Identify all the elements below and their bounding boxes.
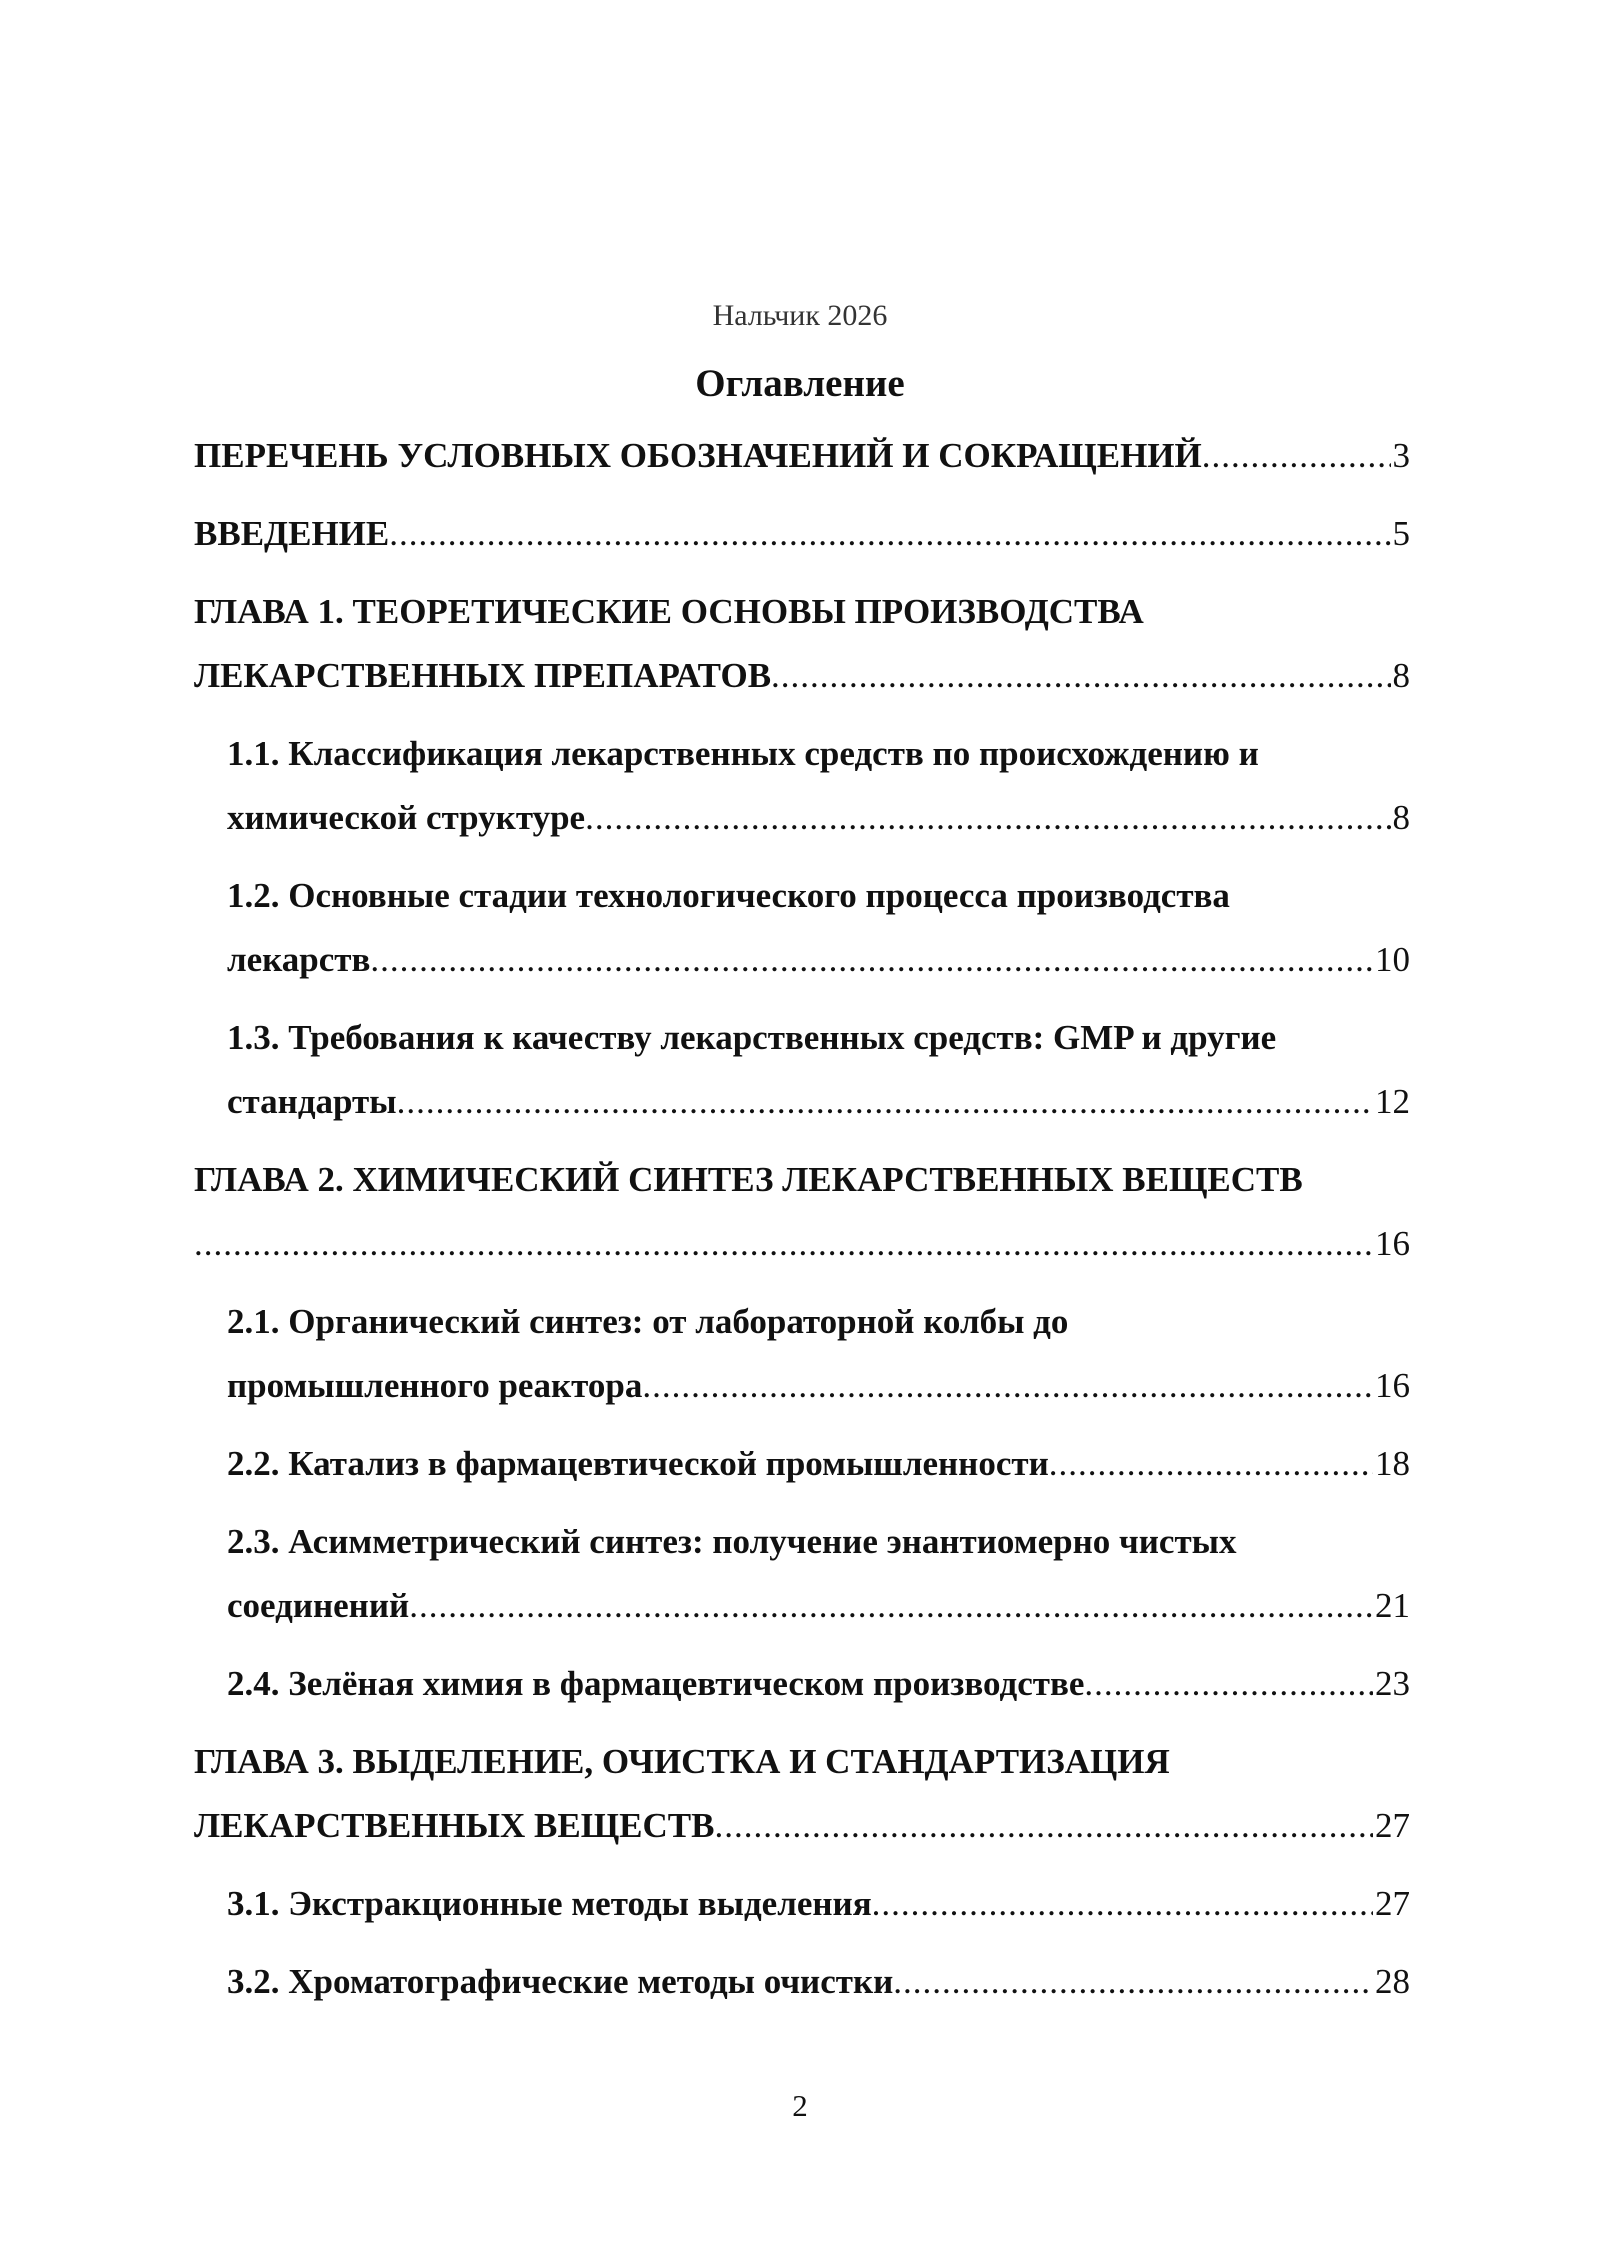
dot-leader [642,1354,1373,1418]
toc-entry-text: 2.4. Зелёная химия в фармацевтическом производстве [227,1664,1085,1703]
toc-entry[interactable] [194,722,1410,850]
page-number: 2 [792,2088,808,2123]
dot-leader [714,1794,1373,1858]
toc-entry[interactable] [194,1510,1410,1638]
toc-page-number: 18 [1375,1444,1410,1483]
toc-entry[interactable] [194,1652,1410,1716]
dot-leader [893,1950,1373,2014]
toc-page-number: 8 [1392,656,1410,695]
toc-page-number: 8 [1392,798,1410,837]
toc-entry-text: ЛЕКАРСТВЕННЫХ ВЕЩЕСТВ [194,1806,715,1845]
toc-entry-line [194,1148,1410,1212]
dot-leader [1202,424,1391,488]
toc-entry-line [194,644,1410,708]
dot-leader [771,644,1390,708]
toc-entry-text: 1.3. Требования к качеству лекарственных средств: GMP и другие [227,1018,1277,1057]
toc-entry-line [227,786,1410,850]
toc-entry-text: 1.2. Основные стадии технологического процесса производства [227,876,1230,915]
city-year: Нальчик 2026 [712,299,888,332]
toc-page-number: 27 [1375,1806,1410,1845]
dot-leader [389,502,1390,566]
toc-entry-line [227,1006,1410,1070]
toc-page-number: 21 [1375,1586,1410,1625]
dot-leader [194,1212,1373,1276]
toc-entry-line [227,1872,1410,1936]
toc-entry-text: соединений [227,1586,410,1625]
toc-entry-line [227,1574,1410,1638]
toc-entry-text: ЛЕКАРСТВЕННЫХ ПРЕПАРАТОВ [194,656,772,695]
toc-entry-text: промышленного реактора [227,1366,643,1405]
toc-entry[interactable] [194,502,1410,566]
toc-entry[interactable] [194,580,1410,708]
toc-entry-line [194,1794,1410,1858]
toc-entry-text: 1.1. Классификация лекарственных средств по происхождению и [227,734,1259,773]
toc-entry-line [194,424,1410,488]
toc-page-number: 16 [1375,1224,1410,1263]
toc-entry-line [227,1652,1410,1716]
toc-entry-line [227,1510,1410,1574]
toc-entry-text: ПЕРЕЧЕНЬ УСЛОВНЫХ ОБОЗНАЧЕНИЙ И СОКРАЩЕНИЙ [194,436,1202,475]
toc-entry-text: лекарств [227,940,371,979]
toc-page-number: 23 [1375,1664,1410,1703]
toc-entry-line [227,1950,1410,2014]
toc-entry-line [227,722,1410,786]
toc-entry-line [227,1290,1410,1354]
toc-title: Оглавление [695,362,905,405]
dot-leader [585,786,1390,850]
toc-entry[interactable] [194,1872,1410,1936]
table-of-contents [194,424,1410,2028]
toc-entry-text: ГЛАВА 1. ТЕОРЕТИЧЕСКИЕ ОСНОВЫ ПРОИЗВОДСТВА [194,592,1144,631]
toc-page-number: 28 [1375,1962,1410,2001]
dot-leader [409,1574,1373,1638]
dot-leader [397,1070,1373,1134]
toc-entry-text: 2.3. Асимметрический синтез: получение энантиомерно чистых [227,1522,1237,1561]
toc-entry-text: ГЛАВА 2. ХИМИЧЕСКИЙ СИНТЕЗ ЛЕКАРСТВЕННЫХ ВЕЩЕСТВ [194,1160,1303,1199]
toc-entry[interactable] [194,1432,1410,1496]
toc-entry[interactable] [194,1148,1410,1276]
toc-page-number: 5 [1392,514,1410,553]
toc-entry[interactable] [194,1950,1410,2014]
toc-entry-text: 2.1. Органический синтез: от лабораторной колбы до [227,1302,1069,1341]
toc-entry-text: химической структуре [227,798,586,837]
toc-entry-text: стандарты [227,1082,397,1121]
toc-entry-line [227,864,1410,928]
toc-page-number: 27 [1375,1884,1410,1923]
toc-entry[interactable] [194,1730,1410,1858]
toc-entry-text: 3.2. Хроматографические методы очистки [227,1962,894,2001]
toc-entry-line [227,928,1410,992]
toc-entry-text: ГЛАВА 3. ВЫДЕЛЕНИЕ, ОЧИСТКА И СТАНДАРТИЗАЦИЯ [194,1742,1170,1781]
toc-entry-line [194,1212,1410,1276]
toc-page-number: 3 [1392,436,1410,475]
toc-entry[interactable] [194,1290,1410,1418]
toc-page-number: 12 [1375,1082,1410,1121]
toc-entry-line [194,502,1410,566]
toc-entry-text: 2.2. Катализ в фармацевтической промышленности [227,1444,1049,1483]
dot-leader [1049,1432,1373,1496]
toc-entry-line [194,580,1410,644]
toc-entry-text: ВВЕДЕНИЕ [194,514,390,553]
toc-page-number: 16 [1375,1366,1410,1405]
toc-entry-line [194,1730,1410,1794]
dot-leader [872,1872,1373,1936]
dot-leader [1084,1652,1373,1716]
dot-leader [370,928,1373,992]
toc-entry-text: 3.1. Экстракционные методы выделения [227,1884,872,1923]
toc-entry-line [227,1354,1410,1418]
toc-entry[interactable] [194,864,1410,992]
toc-page-number: 10 [1375,940,1410,979]
toc-entry-line [227,1432,1410,1496]
toc-entry[interactable] [194,424,1410,488]
toc-entry[interactable] [194,1006,1410,1134]
toc-entry-line [227,1070,1410,1134]
